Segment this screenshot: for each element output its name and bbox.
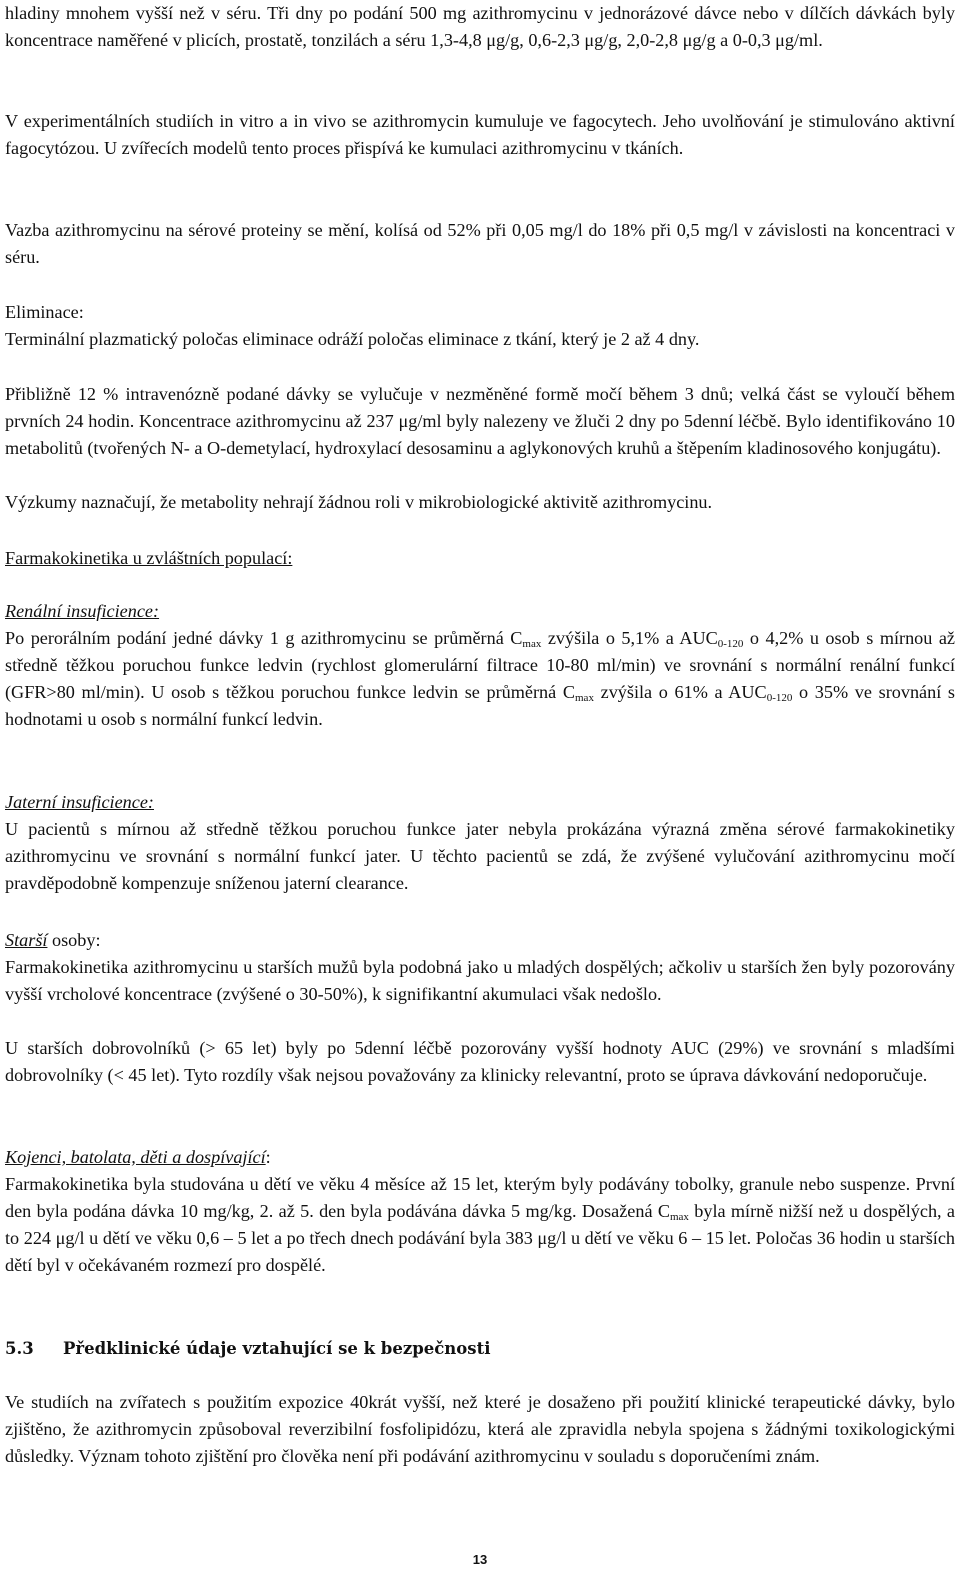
cmax-subscript: max — [575, 692, 594, 704]
hepatic-insufficiency-label: Jaterní insuficience: — [5, 792, 154, 812]
paragraph-elderly-2: U starších dobrovolníků (> 65 let) byly po 5denní léčbě pozorovány vyšší hodnoty AUC (29%) ve srovnání s mladšími dobrovolníky (< 45 let). Tyto rozdíly však nejsou považovány za klinicky relevantní, proto se úprava dávkování nedoporučuje. — [5, 1038, 955, 1085]
paragraph-protein-binding: Vazba azithromycinu na sérové proteiny se mění, kolísá od 52% při 0,05 mg/l do 18% při 0,5 mg/l v závislosti na koncentraci v séru. — [5, 220, 955, 267]
renal-text-1: Po perorálním podání jedné dávky 1 g azithromycinu se průměrná C — [5, 628, 523, 648]
paragraph-phagocytes: V experimentálních studiích in vitro a in vivo se azithromycin kumuluje ve fagocytech. Jeho uvolňování je stimulováno aktivní fagocytózou. U zvířecích modelů tento proces přispívá ke kumulaci azithromycinu v tkáních. — [5, 111, 955, 158]
paragraph-elimination: Terminální plazmatický poločas eliminace odráží poločas eliminace z tkání, který je 2 až 4 dny. — [5, 329, 700, 349]
children-text-2: byla mírně nižší než u dospělých, a to 224 μg/l u dětí ve věku 0,6 – 5 let a po třech dnech podávání byla 383 μg/l u dětí ve věku 6 – 15 let. Poločas 36 hodin u starších dětí byl v očekávaném rozmezí pro dospělé. — [5, 1201, 955, 1275]
renal-text-2: zvýšila o 5,1% a AUC — [541, 628, 718, 648]
elimination-label: Eliminace: — [5, 302, 84, 322]
page-number: 13 — [472, 1552, 488, 1567]
special-populations-heading: Farmakokinetika u zvláštních populací: — [5, 548, 293, 568]
children-label-colon: : — [265, 1147, 271, 1167]
paragraph-renal — [5, 625, 955, 733]
auc-subscript: 0-120 — [766, 692, 793, 704]
elderly-label-word: Starší — [5, 930, 48, 950]
auc-subscript: 0-120 — [717, 638, 744, 650]
children-label-text: Kojenci, batolata, děti a dospívající — [5, 1147, 266, 1167]
children-text-1: Farmakokinetika byla studována u dětí ve věku 4 měsíce až 15 let, kterým byly podávány tobolky, granule nebo suspenze. První den byla podána dávka 10 mg/kg, 2. až 5. den byla podávána dávka 5 mg/kg. Dosažená C — [5, 1174, 955, 1221]
paragraph-preclinical: Ve studiích na zvířatech s použitím expozice 40krát vyšší, než které je dosaženo při použití klinické terapeutické dávky, bylo zjištěno, že azithromycin způsoboval reverzibilní fosfolipidózu, která ale zpravidla nebyla spojena s žádnými toxikologickými důsledky. Význam tohoto zjištění pro člověka není při podávání azithromycinu v souladu s doporučeními znám. — [5, 1392, 955, 1466]
paragraph-elderly-1: Farmakokinetika azithromycinu u starších mužů byla podobná jako u mladých dospělých; ačkoliv u starších žen byly pozorovány vyšší vrcholové koncentrace (zvýšené o 30-50%), k signifikantní akumulaci však nedošlo. — [5, 957, 955, 1004]
paragraph-excretion: Přibližně 12 % intravenózně podané dávky se vylučuje v nezměněné formě močí během 3 dnů; velká část se vyloučí během prvních 24 hodin. Koncentrace azithromycinu až 237 μg/ml byly nalezeny ve žluči 2 dny po 5denní léčbě. Bylo identifikováno 10 metabolitů (tvořených N- a O-demetylací, hydroxylací desosaminu a aglykonových kruhů a štěpením kladinosového konjugátu). — [5, 384, 955, 458]
paragraph-metabolites: Výzkumy naznačují, že metabolity nehrají žádnou roli v mikrobiologické aktivitě azithromycinu. — [5, 492, 713, 512]
paragraph-children — [5, 1171, 955, 1279]
cmax-subscript: max — [522, 638, 542, 650]
section-heading — [5, 1335, 490, 1362]
cmax-subscript: max — [669, 1211, 689, 1223]
elderly-label — [5, 927, 101, 954]
renal-text-5: o 35% ve srovnání s hodnotami u osob s normální funkcí ledvin. — [5, 682, 956, 729]
elderly-label-rest: osoby: — [47, 930, 101, 950]
paragraph-tissue-concentrations: hladiny mnohem vyšší než v séru. Tři dny po podání 500 mg azithromycinu v jednorázové dávce nebo v dílčích dávkách byly koncentrace naměřené v plicích, prostatě, tonzilách a séru 1,3-4,8 μg/g, 0,6-2,3 μg/g, 2,0-2,8 μg/g a 0-0,3 μg/ml. — [5, 3, 955, 50]
renal-insufficiency-label: Renální insuficience: — [5, 601, 160, 621]
renal-text-4: zvýšila o 61% a AUC — [593, 682, 767, 702]
section-number: 5.3 — [5, 1339, 34, 1358]
renal-text-3: o 4,2% u osob s mírnou až středně těžkou poruchou funkce ledvin (rychlost glomerulární filtrace 10-80 ml/min) ve srovnání s normální renální funkcí (GFR>80 ml/min). U osob s těžkou poruchou funkce ledvin se průměrná C — [5, 628, 955, 702]
paragraph-hepatic: U pacientů s mírnou až středně těžkou poruchou funkce jater nebyla prokázána výrazná změna sérové farmakokinetiky azithromycinu ve srovnání s normální funkcí jater. U těchto pacientů se zdá, že zvýšené vylučování azithromycinu močí pravděpodobně kompenzuje sníženou jaterní clearance. — [5, 819, 955, 893]
section-title: Předklinické údaje vztahující se k bezpečnosti — [63, 1339, 491, 1358]
children-label — [5, 1144, 271, 1171]
